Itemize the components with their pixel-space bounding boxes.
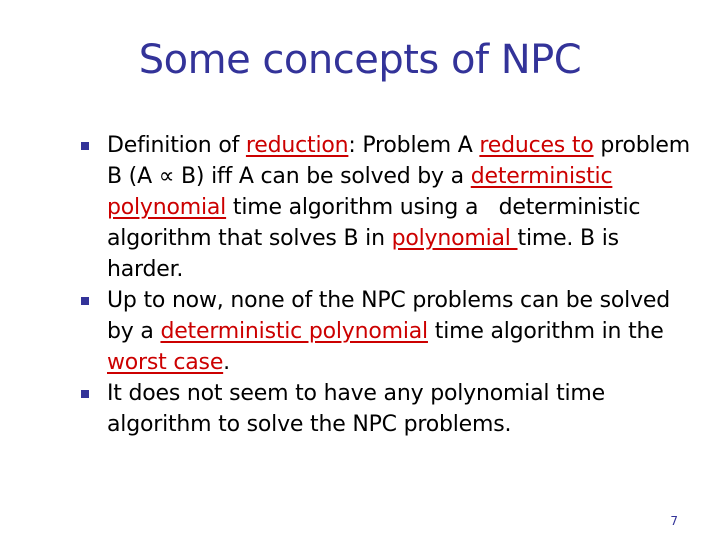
page-number: 7 [670, 514, 678, 528]
text-segment: . [223, 350, 230, 375]
text-segment: time algorithm in the [427, 319, 664, 344]
text-segment: problem B (A ∝ B) iff A can be solved by a [107, 133, 690, 189]
slide-title: Some concepts of NPC [138, 37, 582, 83]
bullet-item-reduction-definition [80, 130, 690, 285]
bullet-item-no-polynomial-algorithm [80, 378, 690, 440]
highlight-reduces-to: reduces to [479, 133, 594, 158]
highlight-worst-case: worst case [107, 350, 224, 375]
highlight-deterministic-polynomial: deterministic polynomial [107, 164, 613, 220]
bullet-text [107, 381, 605, 437]
text-segment: time. B is harder. [107, 226, 619, 282]
highlight-polynomial: polynomial [391, 226, 518, 251]
bullet-item-npc-not-solved [80, 285, 690, 378]
text-segment: It does not seem to have any polynomial time algorithm to solve the NPC problems. [107, 381, 605, 437]
square-bullet-icon [81, 142, 89, 150]
highlight-reduction: reduction [245, 133, 349, 158]
text-segment: Definition of [107, 133, 246, 158]
highlight-deterministic-polynomial: deterministic polynomial [160, 319, 428, 344]
text-segment: : Problem A [348, 133, 480, 158]
square-bullet-icon [81, 297, 89, 305]
text-segment: Up to now, none of the NPC problems can be solved by a [107, 288, 671, 344]
text-segment: time algorithm using a deterministic algorithm that solves B in [107, 195, 641, 251]
bullet-list [80, 130, 690, 440]
square-bullet-icon [81, 390, 89, 398]
bullet-text [107, 288, 670, 375]
bullet-text [107, 133, 690, 282]
